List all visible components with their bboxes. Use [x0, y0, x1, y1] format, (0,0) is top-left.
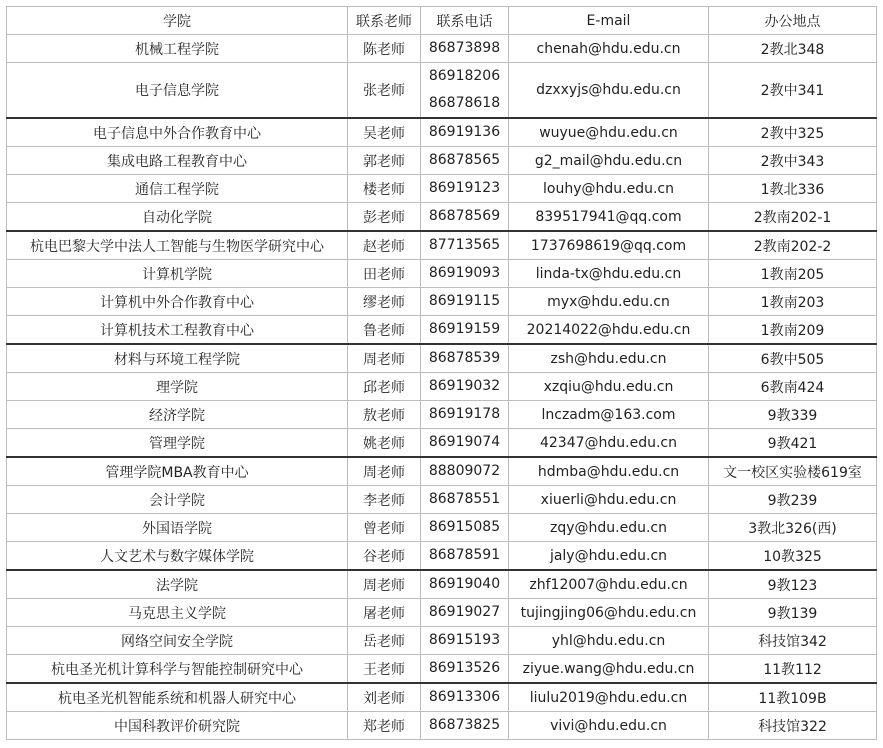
office-cell: 6教中505 — [709, 344, 877, 373]
phone-number: 86919093 — [428, 265, 501, 281]
table-row — [7, 260, 877, 288]
college-cell: 外国语学院 — [7, 514, 348, 542]
table-row — [7, 231, 877, 260]
teacher-cell: 郑老师 — [348, 712, 421, 740]
phone-number: 86919074 — [428, 434, 501, 450]
teacher-cell: 岳老师 — [348, 627, 421, 655]
college-cell: 经济学院 — [7, 401, 348, 429]
college-cell: 计算机学院 — [7, 260, 348, 288]
table-row — [7, 63, 877, 119]
office-cell: 6教南424 — [709, 373, 877, 401]
teacher-cell: 王老师 — [348, 655, 421, 684]
header-row — [7, 7, 877, 35]
office-cell: 科技馆322 — [709, 712, 877, 740]
phone-number: 86878551 — [428, 491, 501, 507]
phone-cell — [421, 260, 509, 288]
table-row — [7, 712, 877, 740]
email-cell[interactable]: 42347@hdu.edu.cn — [509, 429, 709, 458]
table-row — [7, 203, 877, 232]
office-cell: 9教421 — [709, 429, 877, 458]
office-cell: 2教南202-2 — [709, 231, 877, 260]
table-row — [7, 401, 877, 429]
table-row — [7, 147, 877, 175]
college-cell: 会计学院 — [7, 486, 348, 514]
office-cell: 2教北348 — [709, 35, 877, 63]
teacher-cell: 张老师 — [348, 63, 421, 119]
phone-number: 86919159 — [428, 321, 501, 337]
office-cell: 1教南205 — [709, 260, 877, 288]
phone-number: 88809072 — [428, 463, 501, 479]
college-cell: 网络空间安全学院 — [7, 627, 348, 655]
table-row — [7, 175, 877, 203]
phone-cell — [421, 486, 509, 514]
college-cell: 集成电路工程教育中心 — [7, 147, 348, 175]
college-cell: 电子信息中外合作教育中心 — [7, 118, 348, 147]
college-cell: 机械工程学院 — [7, 35, 348, 63]
email-cell[interactable]: dzxxyjs@hdu.edu.cn — [509, 63, 709, 119]
college-cell: 计算机技术工程教育中心 — [7, 316, 348, 345]
teacher-cell: 陈老师 — [348, 35, 421, 63]
table-row — [7, 570, 877, 599]
phone-number: 86915193 — [428, 632, 501, 648]
phone-number: 86919178 — [428, 406, 501, 422]
college-cell: 杭电圣光机计算科学与智能控制研究中心 — [7, 655, 348, 684]
office-cell: 1教南203 — [709, 288, 877, 316]
phone-number: 86919123 — [428, 180, 501, 196]
office-cell: 2教中325 — [709, 118, 877, 147]
phone-number: 86878565 — [428, 152, 501, 168]
office-cell: 2教中343 — [709, 147, 877, 175]
phone-cell — [421, 457, 509, 486]
phone-cell — [421, 147, 509, 175]
table-header — [7, 7, 877, 35]
college-cell: 人文艺术与数字媒体学院 — [7, 542, 348, 571]
office-cell: 1教南209 — [709, 316, 877, 345]
college-cell: 通信工程学院 — [7, 175, 348, 203]
teacher-cell: 彭老师 — [348, 203, 421, 232]
email-cell[interactable]: tujingjing06@hdu.edu.cn — [509, 599, 709, 627]
phone-cell — [421, 203, 509, 232]
email-cell[interactable]: linda-tx@hdu.edu.cn — [509, 260, 709, 288]
teacher-cell: 李老师 — [348, 486, 421, 514]
table-row — [7, 542, 877, 571]
phone-number: 86878569 — [428, 208, 501, 224]
table-body — [7, 35, 877, 740]
office-cell: 科技馆342 — [709, 627, 877, 655]
college-cell: 自动化学院 — [7, 203, 348, 232]
college-cell: 管理学院MBA教育中心 — [7, 457, 348, 486]
phone-cell — [421, 231, 509, 260]
email-cell[interactable]: zqy@hdu.edu.cn — [509, 514, 709, 542]
teacher-cell: 吴老师 — [348, 118, 421, 147]
email-cell[interactable]: xzqiu@hdu.edu.cn — [509, 373, 709, 401]
office-cell: 11教112 — [709, 655, 877, 684]
email-cell[interactable]: 20214022@hdu.edu.cn — [509, 316, 709, 345]
college-cell: 管理学院 — [7, 429, 348, 458]
teacher-cell: 屠老师 — [348, 599, 421, 627]
email-cell[interactable]: ziyue.wang@hdu.edu.cn — [509, 655, 709, 684]
phone-number: 86913526 — [428, 660, 501, 676]
teacher-cell: 周老师 — [348, 570, 421, 599]
email-cell[interactable]: zhf12007@hdu.edu.cn — [509, 570, 709, 599]
phone-number: 86878618 — [428, 95, 501, 111]
office-cell: 9教339 — [709, 401, 877, 429]
phone-cell — [421, 542, 509, 571]
phone-number: 87713565 — [428, 237, 501, 253]
office-cell: 11教109B — [709, 683, 877, 712]
phone-number: 86878591 — [428, 547, 501, 563]
phone-cell — [421, 175, 509, 203]
phone-number: 86913306 — [428, 689, 501, 705]
college-cell: 电子信息学院 — [7, 63, 348, 119]
email-cell[interactable]: hdmba@hdu.edu.cn — [509, 457, 709, 486]
email-cell[interactable]: myx@hdu.edu.cn — [509, 288, 709, 316]
table-row — [7, 288, 877, 316]
contact-table-container — [6, 6, 877, 740]
teacher-cell: 郭老师 — [348, 147, 421, 175]
table-row — [7, 316, 877, 345]
email-cell[interactable]: yhl@hdu.edu.cn — [509, 627, 709, 655]
college-cell: 杭电圣光机智能系统和机器人研究中心 — [7, 683, 348, 712]
contact-table — [6, 6, 877, 740]
office-cell: 2教中341 — [709, 63, 877, 119]
phone-cell — [421, 344, 509, 373]
phone-cell — [421, 712, 509, 740]
college-cell: 计算机中外合作教育中心 — [7, 288, 348, 316]
teacher-cell: 周老师 — [348, 457, 421, 486]
office-cell: 9教239 — [709, 486, 877, 514]
table-row — [7, 514, 877, 542]
office-cell: 文一校区实验楼619室 — [709, 457, 877, 486]
phone-cell — [421, 288, 509, 316]
office-cell: 9教139 — [709, 599, 877, 627]
table-row — [7, 35, 877, 63]
table-row — [7, 486, 877, 514]
college-cell: 中国科教评价研究院 — [7, 712, 348, 740]
college-cell: 材料与环境工程学院 — [7, 344, 348, 373]
office-cell: 10教325 — [709, 542, 877, 571]
office-cell: 1教北336 — [709, 175, 877, 203]
phone-cell — [421, 373, 509, 401]
table-row — [7, 457, 877, 486]
table-row — [7, 627, 877, 655]
phone-number: 86878539 — [428, 350, 501, 366]
phone-number: 86919040 — [428, 576, 501, 592]
college-cell: 杭电巴黎大学中法人工智能与生物医学研究中心 — [7, 231, 348, 260]
college-cell: 理学院 — [7, 373, 348, 401]
office-cell: 3教北326(西) — [709, 514, 877, 542]
phone-number: 86918206 — [428, 68, 501, 84]
teacher-cell: 谷老师 — [348, 542, 421, 571]
phone-number: 86873898 — [428, 40, 501, 56]
office-cell: 9教123 — [709, 570, 877, 599]
teacher-cell: 田老师 — [348, 260, 421, 288]
phone-number: 86919027 — [428, 604, 501, 620]
phone-number: 86919115 — [428, 293, 501, 309]
phone-cell — [421, 655, 509, 684]
email-cell[interactable]: zsh@hdu.edu.cn — [509, 344, 709, 373]
teacher-cell: 邱老师 — [348, 373, 421, 401]
office-cell: 2教南202-1 — [709, 203, 877, 232]
header-teacher: 联系老师 — [348, 7, 421, 35]
phone-cell — [421, 401, 509, 429]
email-cell[interactable]: vivi@hdu.edu.cn — [509, 712, 709, 740]
header-college: 学院 — [7, 7, 348, 35]
phone-cell — [421, 570, 509, 599]
email-cell[interactable]: g2_mail@hdu.edu.cn — [509, 147, 709, 175]
phone-cell — [421, 429, 509, 458]
table-row — [7, 429, 877, 458]
email-cell[interactable]: 839517941@qq.com — [509, 203, 709, 232]
email-cell[interactable]: wuyue@hdu.edu.cn — [509, 118, 709, 147]
table-row — [7, 655, 877, 684]
college-cell: 马克思主义学院 — [7, 599, 348, 627]
email-cell[interactable]: jaly@hdu.edu.cn — [509, 542, 709, 571]
email-cell[interactable]: louhy@hdu.edu.cn — [509, 175, 709, 203]
header-phone: 联系电话 — [421, 7, 509, 35]
teacher-cell: 赵老师 — [348, 231, 421, 260]
phone-cell — [421, 35, 509, 63]
email-cell[interactable]: chenah@hdu.edu.cn — [509, 35, 709, 63]
table-row — [7, 683, 877, 712]
phone-cell — [421, 63, 509, 119]
phone-cell — [421, 118, 509, 147]
header-email: E-mail — [509, 7, 709, 35]
email-cell[interactable]: xiuerli@hdu.edu.cn — [509, 486, 709, 514]
table-row — [7, 599, 877, 627]
phone-number: 86873825 — [428, 717, 501, 733]
teacher-cell: 姚老师 — [348, 429, 421, 458]
phone-number: 86915085 — [428, 519, 501, 535]
email-cell[interactable]: liulu2019@hdu.edu.cn — [509, 683, 709, 712]
header-office: 办公地点 — [709, 7, 877, 35]
college-cell: 法学院 — [7, 570, 348, 599]
phone-number: 86919136 — [428, 124, 501, 140]
phone-cell — [421, 627, 509, 655]
teacher-cell: 敖老师 — [348, 401, 421, 429]
teacher-cell: 缪老师 — [348, 288, 421, 316]
email-cell[interactable]: lnczadm@163.com — [509, 401, 709, 429]
teacher-cell: 曾老师 — [348, 514, 421, 542]
email-cell[interactable]: 1737698619@qq.com — [509, 231, 709, 260]
phone-cell — [421, 599, 509, 627]
phone-number: 86919032 — [428, 378, 501, 394]
phone-cell — [421, 514, 509, 542]
table-row — [7, 344, 877, 373]
table-row — [7, 118, 877, 147]
teacher-cell: 楼老师 — [348, 175, 421, 203]
phone-cell — [421, 683, 509, 712]
teacher-cell: 周老师 — [348, 344, 421, 373]
table-row — [7, 373, 877, 401]
phone-cell — [421, 316, 509, 345]
teacher-cell: 刘老师 — [348, 683, 421, 712]
teacher-cell: 鲁老师 — [348, 316, 421, 345]
